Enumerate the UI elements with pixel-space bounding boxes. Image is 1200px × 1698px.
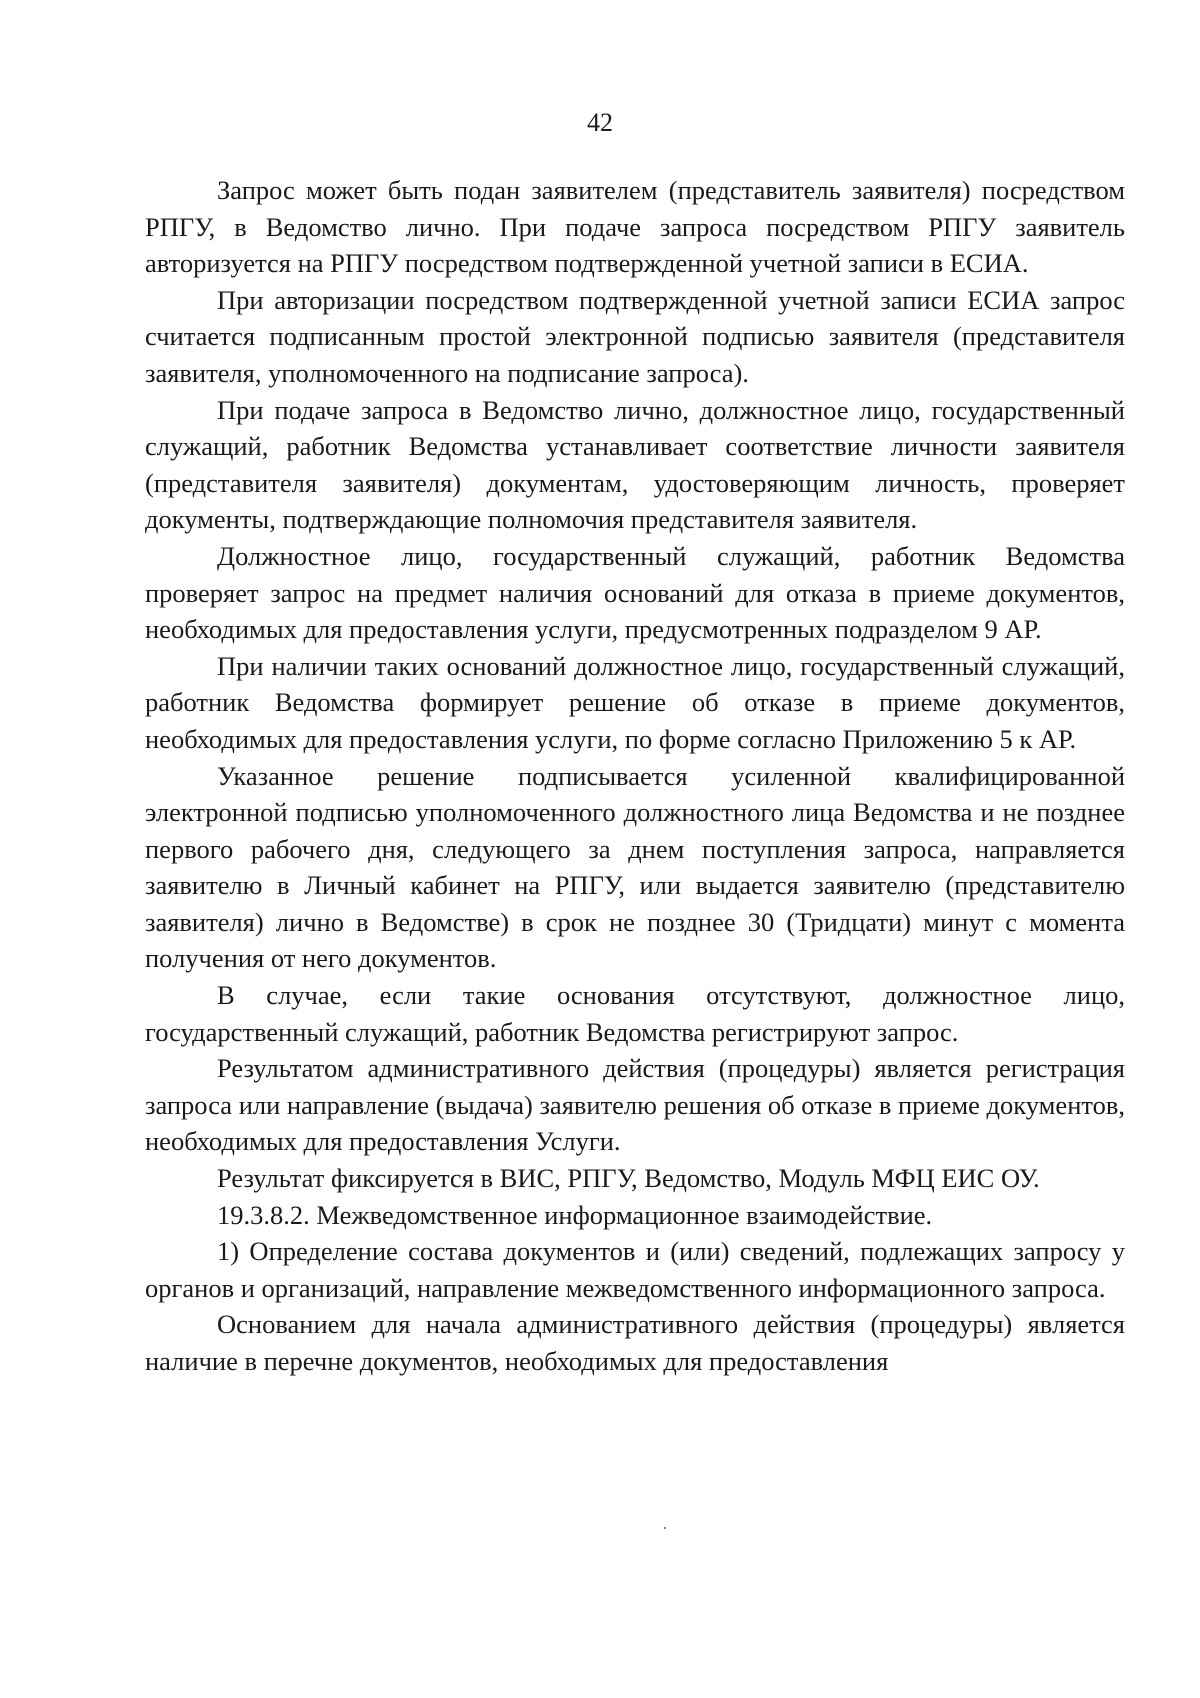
paragraph: Запрос может быть подан заявителем (представитель заявителя) посредством РПГУ, в Ведомство лично. При подаче запроса посредством РПГУ заявитель авторизуется на РПГУ посредством подтвержденной учетной записи в ЕСИА. [145, 175, 1125, 279]
paragraph: В случае, если такие основания отсутствуют, должностное лицо, государственный служащий, работник Ведомства регистрируют запрос. [145, 980, 1125, 1047]
scan-speck [664, 1527, 666, 1529]
paragraph: Результат фиксируется в ВИС, РПГУ, Ведомство, Модуль МФЦ ЕИС ОУ. [217, 1163, 1040, 1194]
paragraph: При подаче запроса в Ведомство лично, должностное лицо, государственный служащий, работник Ведомства устанавливает соответствие личности заявителя (представителя заявителя) документам, удостоверяющим личность, проверяет документы, подтверждающие полномочия представителя заявителя. [145, 394, 1125, 535]
document-body [145, 172, 1125, 1380]
paragraph: Должностное лицо, государственный служащий, работник Ведомства проверяет запрос на предмет наличия оснований для отказа в приеме документов, необходимых для предоставления услуги, предусмотренных подразделом 9 АР. [145, 540, 1125, 645]
paragraph-last: Основанием для начала административного действия (процедуры) является наличие в перечне документов, необходимых для предоставления [145, 1309, 1125, 1376]
paragraph: При наличии таких оснований должностное лицо, государственный служащий, работник Ведомства формирует решение об отказе в приеме документов, необходимых для предоставления услуги, по форме согласно Приложению 5 к АР. [145, 650, 1125, 754]
paragraph: 19.3.8.2. Межведомственное информационное взаимодействие. [217, 1199, 933, 1230]
paragraph: Указанное решение подписывается усиленной квалифицированной электронной подписью уполномоченного должностного лица Ведомства и не позднее первого рабочего дня, следующего за днем поступления запроса, направляется заявителю в Личный кабинет на РПГУ, или выдается заявителю (представителю заявителя) лично в Ведомстве) в срок не позднее 30 (Тридцати) минут с момента получения от него документов. [145, 760, 1125, 974]
paragraph: Результатом административного действия (процедуры) является регистрация запроса или направление (выдача) заявителю решения об отказе в приеме документов, необходимых для предоставления Услуги. [145, 1053, 1125, 1157]
paragraph: 1) Определение состава документов и (или) сведений, подлежащих запросу у органов и организаций, направление межведомственного информационного запроса. [145, 1236, 1125, 1303]
paragraph: При авторизации посредством подтвержденной учетной записи ЕСИА запрос считается подписанным простой электронной подписью заявителя (представителя заявителя, уполномоченного на подписание запроса). [145, 284, 1125, 388]
page-number: 42 [587, 108, 613, 137]
